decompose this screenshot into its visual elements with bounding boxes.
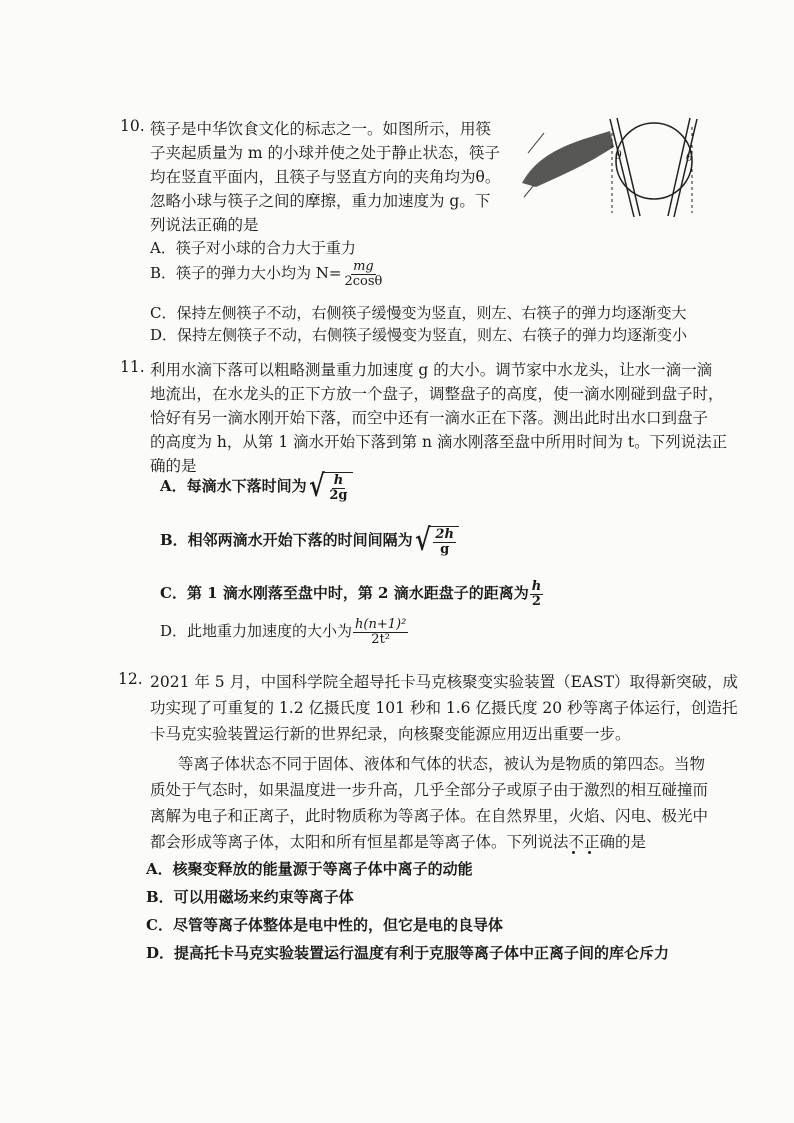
question-11-line-1: 利用水滴下落可以粗略测量重力加速度 g 的大小。调节家中水龙头，让水一滴一滴 <box>150 361 713 379</box>
question-12-line-7: 都会形成等离子体，太阳和所有恒星都是等离子体。下列说法不正确的是 <box>150 833 647 851</box>
hand-icon <box>522 131 614 187</box>
fraction-denominator: 2cosθ <box>344 273 383 289</box>
question-12-number: 12. <box>118 670 143 688</box>
question-10-number: 10. <box>120 117 145 135</box>
question-12-line-6: 离解为电子和正离子，此时物质称为等离子体。在自然界里，火焰、闪电、极光中 <box>150 807 709 825</box>
question-10-line-4: 忽略小球与筷子之间的摩擦，重力加速度为 g。下 <box>150 192 491 210</box>
question-11-option-a-text: A．每滴水下落时间为 <box>160 477 307 496</box>
fraction-denominator: 2t² <box>371 631 391 647</box>
sqrt-expression: √ $\frac{h}{2g}$ <box>307 472 353 502</box>
fraction-denominator: 2g <box>329 487 348 503</box>
question-10-line-5: 列说法正确的是 <box>150 216 259 234</box>
question-10-option-b-text: B．筷子的弹力大小均为 N= <box>150 264 342 283</box>
question-12-option-c: C．尽管等离子体整体是电中性的，但它是电的良导体 <box>146 916 503 934</box>
question-12-line-5: 质处于气态时，如果温度进一步升高，几乎全部分子或原子由于激烈的相互碰撞而 <box>150 781 709 799</box>
left-angle-label: θ <box>615 149 622 162</box>
right-angle-label: θ <box>686 151 693 164</box>
question-10-line-3: 均在竖直平面内，且筷子与竖直方向的夹角均为θ。 <box>150 168 501 186</box>
question-12-line-4: 等离子体状态不同于固体、液体和气体的状态，被认为是物质的第四态。当物 <box>178 755 706 773</box>
question-12-option-d: D．提高托卡马克实验装置运行温度有利于克服等离子体中正离子间的库仑斥力 <box>146 944 670 962</box>
question-11-option-c <box>160 580 544 608</box>
question-11-line-2: 地流出，在水龙头的正下方放一个盘子，调整盘子的高度，使一滴水刚碰到盘子时， <box>150 385 724 403</box>
question-12-option-b: B．可以用磁场来约束等离子体 <box>146 888 354 906</box>
question-11-line-3: 恰好有另一滴水刚开始下落，而空中还有一滴水正在下落。测出此时出水口到盘子 <box>150 409 709 427</box>
question-10-option-b-fraction <box>343 260 385 288</box>
question-11-option-b <box>160 523 459 558</box>
question-10-option-a: A．筷子对小球的合力大于重力 <box>150 239 356 257</box>
question-11-option-d-text: D．此地重力加速度的大小为 <box>160 622 353 641</box>
emphasis-dot <box>572 851 575 854</box>
fraction-numerator: h <box>333 473 344 488</box>
question-12-line-2: 功实现了可重复的 1.2 亿摄氏度 101 秒和 1.6 亿摄氏度 20 秒等离子体运行，创造托 <box>150 699 738 717</box>
sqrt-expression: √ $\frac{2h}{g}$ <box>413 526 459 556</box>
question-10-option-b <box>150 260 385 288</box>
question-11-option-b-text: B．相邻两滴水开始下落的时间间隔为 <box>160 531 413 550</box>
fraction-numerator: h <box>531 579 542 594</box>
question-11-option-c-text: C．第 1 滴水刚落至盘中时，第 2 滴水距盘子的距离为 <box>160 584 529 603</box>
question-11-line-5: 确的是 <box>150 457 197 475</box>
emphasis-dot <box>588 851 591 854</box>
question-11-option-a <box>160 469 353 504</box>
fraction-numerator: 2h <box>435 527 454 542</box>
fraction-numerator: h(n+1)² <box>355 617 407 632</box>
question-12-line-1: 2021 年 5 月，中国科学院全超导托卡马克核聚变实验装置（EAST）取得新突破，成 <box>150 673 739 691</box>
question-10-line-2: 子夹起质量为 m 的小球并使之处于静止状态，筷子 <box>150 144 501 162</box>
question-11-option-d <box>160 618 409 646</box>
question-11-line-4: 的高度为 h，从第 1 滴水开始下落到第 n 滴水刚落至盘中所用时间为 t。下列说法正 <box>150 433 728 451</box>
question-10-option-d: D．保持左侧筷子不动，右侧筷子缓慢变为竖直，则左、右筷子的弹力均逐渐变小 <box>150 326 688 344</box>
question-12-option-a: A．核聚变释放的能量源于等离子体中离子的动能 <box>146 860 473 878</box>
fraction-denominator: 2 <box>531 593 541 609</box>
fraction-numerator: mg <box>353 259 374 274</box>
right-chopstick <box>674 119 697 217</box>
question-11-number: 11. <box>120 358 145 376</box>
chopsticks-ball-figure <box>514 113 704 225</box>
question-10-option-c: C．保持左侧筷子不动，右侧筷子缓慢变为竖直，则左、右筷子的弹力均逐渐变大 <box>150 304 687 322</box>
left-chopstick <box>610 119 634 217</box>
question-12-line-3: 卡马克实验装置运行新的世界纪录，向核聚变能源应用迈出重要一步。 <box>150 725 631 743</box>
question-10-line-1: 筷子是中华饮食文化的标志之一。如图所示，用筷 <box>150 120 492 138</box>
fraction-denominator: g <box>440 541 450 557</box>
